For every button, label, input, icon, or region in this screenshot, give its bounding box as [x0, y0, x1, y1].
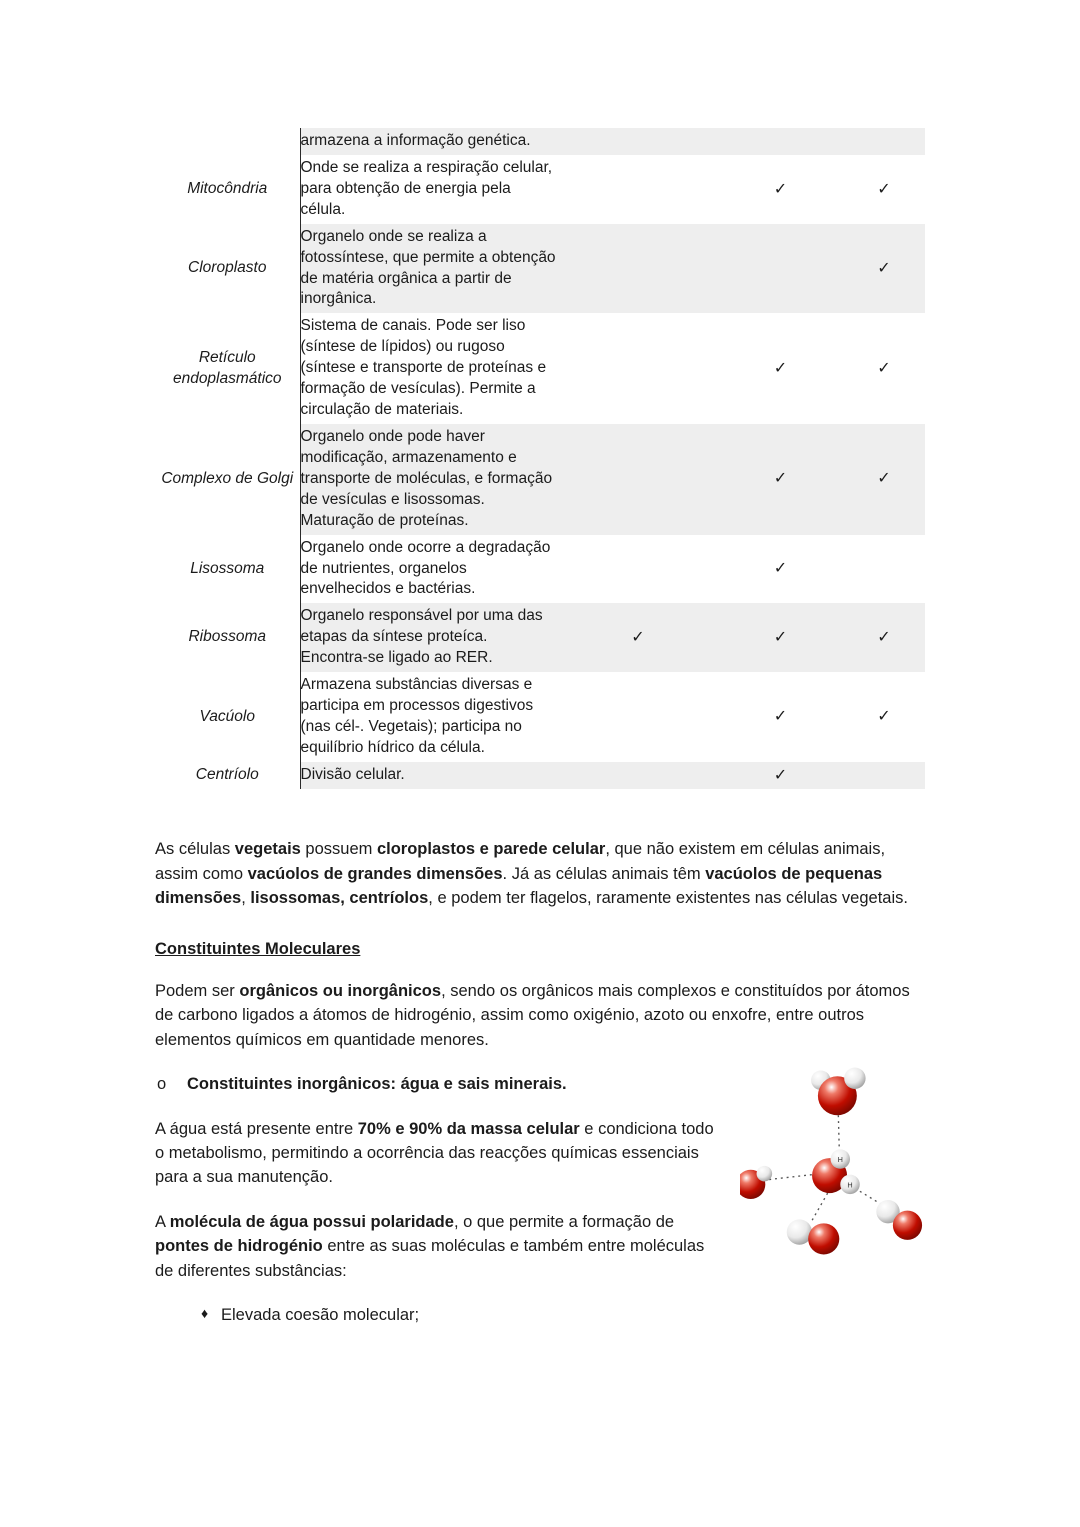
checkmark-icon: ✓ [773, 708, 788, 726]
organelle-name-cell: Retículo endoplasmático [155, 313, 300, 424]
organelle-name-cell: Complexo de Golgi [155, 424, 300, 535]
organelle-row [155, 424, 925, 535]
organelle-description-cell: Armazena substâncias diversas e participa em processos digestivos (nas cél-. Vegetais); participa no equilíbrio hídrico da célula. [300, 672, 558, 762]
organelle-check-cell [558, 128, 718, 155]
organelle-name-cell: Cloroplasto [155, 224, 300, 314]
checkmark-icon: ✓ [558, 603, 718, 672]
text-segment-bold: molécula de água possui polaridade [169, 1212, 454, 1231]
checkmark-icon: ✓ [718, 603, 843, 672]
organelle-check-cell [558, 762, 718, 790]
organelle-description-cell: Organelo onde ocorre a degradação de nutrientes, organelos envelhecidos e bactérias. [300, 535, 558, 604]
organelle-row [155, 155, 925, 224]
organelle-name-cell: Centríolo [155, 762, 300, 790]
oxygen-atom [893, 1211, 922, 1240]
water-molecule-bottom-right [876, 1200, 922, 1240]
text-segment-bold: vegetais [234, 840, 301, 859]
heading-molecular-constituents: Constituintes Moleculares [155, 939, 361, 958]
water-molecules-figure [740, 1064, 925, 1259]
organelle-description-cell: Onde se realiza a respiração celular, para obtenção de energia pela célula. [300, 155, 558, 224]
water-molecule-left [740, 1166, 772, 1199]
checkmark-icon: ✓ [718, 762, 843, 790]
checkmark-icon: ✓ [877, 180, 891, 198]
organelle-check-cell [718, 128, 843, 155]
organelle-row [155, 128, 925, 155]
organelle-check-cell [718, 224, 843, 314]
document-body [155, 837, 925, 1327]
organelle-name-cell [155, 128, 300, 155]
water-molecule-top [811, 1068, 866, 1116]
text-segment: A água está presente entre [155, 1119, 358, 1138]
organelle-name-cell: Vacúolo [155, 672, 300, 762]
bullet-text [187, 1072, 567, 1096]
lower-section [155, 1072, 925, 1327]
organelle-row [155, 224, 925, 314]
organelle-description-cell: Organelo onde se realiza a fotossíntese, que permite a obtenção de matéria orgânica a partir de inorgânica. [300, 224, 558, 314]
water-molecules-svg [740, 1064, 925, 1259]
organelle-row [155, 535, 925, 604]
organelle-row [155, 313, 925, 424]
organelle-name-cell: Ribossoma [155, 603, 300, 672]
water-molecule-center [812, 1150, 860, 1195]
paragraph-cell-differences [155, 837, 925, 910]
text-segment: , e podem ter flagelos, raramente existentes nas células vegetais. [428, 889, 908, 908]
text-segment: Podem ser [155, 982, 240, 1001]
hydrogen-bond [838, 1116, 839, 1152]
text-segment: . Já as células animais têm [502, 864, 706, 883]
paragraph-organic-inorganic [155, 979, 925, 1052]
checkmark-icon: ✓ [843, 603, 925, 672]
organelle-row [155, 603, 925, 672]
text-segment: . [562, 1075, 567, 1094]
text-segment: possuem [300, 840, 377, 859]
text-segment-bold: pontes de hidrogénio [155, 1237, 323, 1256]
bullet-marker: o [157, 1075, 167, 1094]
oxygen-atom [808, 1224, 839, 1255]
hydrogen-label: H [847, 1180, 853, 1190]
organelle-description-cell: Sistema de canais. Pode ser liso (síntese de lípidos) ou rugoso (síntese e transporte de proteínas e formação de vesículas). Permite a circulação de materiais. [300, 313, 558, 424]
text-segment: , sendo os orgânicos mais complexos e constituídos por átomos de carbono ligados a átomos de hidrogénio, assim como oxigénio, azoto ou enxofre, entre outros elementos químicos em quantidade menores. [155, 982, 910, 1049]
checkmark-icon: ✓ [877, 708, 891, 726]
bullet-inorganic-constituents [155, 1072, 722, 1096]
organelle-description-cell: Divisão celular. [300, 762, 558, 790]
hydrogen-atom [787, 1220, 812, 1245]
bullet-text [221, 1303, 419, 1327]
hydrogen-label: H [837, 1155, 843, 1165]
checkmark-icon: ✓ [718, 424, 843, 535]
checkmark-icon: ✓ [843, 224, 925, 314]
organelle-check-cell [843, 128, 925, 155]
organelle-name-cell: Mitocôndria [155, 155, 300, 224]
organelle-row [155, 762, 925, 790]
text-segment: A [155, 1212, 170, 1231]
text-segment: , [241, 889, 251, 908]
text-segment-bold: Constituintes inorgânicos: água e sais minerais [187, 1075, 563, 1094]
organelles-table [155, 128, 925, 789]
text-segment: As células [155, 840, 235, 859]
diamond-bullet-icon: ♦ [201, 1305, 209, 1322]
organelle-row [155, 672, 925, 762]
hydrogen-atom [757, 1166, 773, 1182]
organelle-check-cell [558, 672, 718, 762]
organelle-check-cell [558, 535, 718, 604]
text-segment-bold: vacúolos de grandes dimensões [247, 864, 503, 883]
organelles-table-body [155, 128, 925, 789]
organelle-description-cell: Organelo onde pode haver modificação, armazenamento e transporte de moléculas, e formação de vesículas e lisossomas. Maturação de proteínas. [300, 424, 558, 535]
hydrogen-atom [844, 1068, 865, 1089]
hydrogen-bond [855, 1189, 882, 1206]
text-segment: e condiciona todo o metabolismo, permitindo a ocorrência das reacções químicas essenciais para a sua manutenção. [155, 1119, 714, 1187]
checkmark-icon: ✓ [877, 359, 891, 377]
text-segment-bold: 70% e 90% da massa celular [357, 1119, 580, 1138]
hydrogen-bond [769, 1175, 812, 1180]
water-molecule-bottom-left [787, 1220, 840, 1255]
checkmark-icon: ✓ [773, 180, 788, 198]
hydrogen-bond [812, 1193, 828, 1220]
checkmark-icon: ✓ [843, 424, 925, 535]
text-segment-bold: vacúolos de pequenas dimensões [155, 864, 883, 908]
text-segment-bold: cloroplastos e parede celular [376, 840, 606, 859]
organelle-description-cell: Organelo responsável por uma das etapas da síntese proteíca. Encontra-se ligado ao RER. [300, 603, 558, 672]
checkmark-icon: ✓ [773, 359, 788, 377]
organelle-check-cell [843, 762, 925, 790]
text-segment-bold: orgânicos ou inorgânicos [239, 982, 442, 1001]
bullet-molecular-cohesion [155, 1303, 925, 1327]
text-segment: , que não existem em células animais, assim como [155, 840, 886, 883]
text-segment-bold: lisossomas, centríolos [250, 889, 429, 908]
checkmark-icon: ✓ [773, 560, 788, 578]
text-segment: entre as suas moléculas e também entre moléculas de diferentes substâncias: [155, 1237, 705, 1280]
organelle-description-cell: armazena a informação genética. [300, 128, 558, 155]
organelle-check-cell [558, 424, 718, 535]
organelle-name-cell: Lisossoma [155, 535, 300, 604]
text-segment: Elevada coesão molecular; [221, 1306, 420, 1325]
text-segment: , o que permite a formação de [453, 1212, 675, 1231]
organelle-check-cell [558, 224, 718, 314]
organelle-check-cell [558, 155, 718, 224]
organelle-check-cell [843, 535, 925, 604]
organelle-check-cell [558, 313, 718, 424]
